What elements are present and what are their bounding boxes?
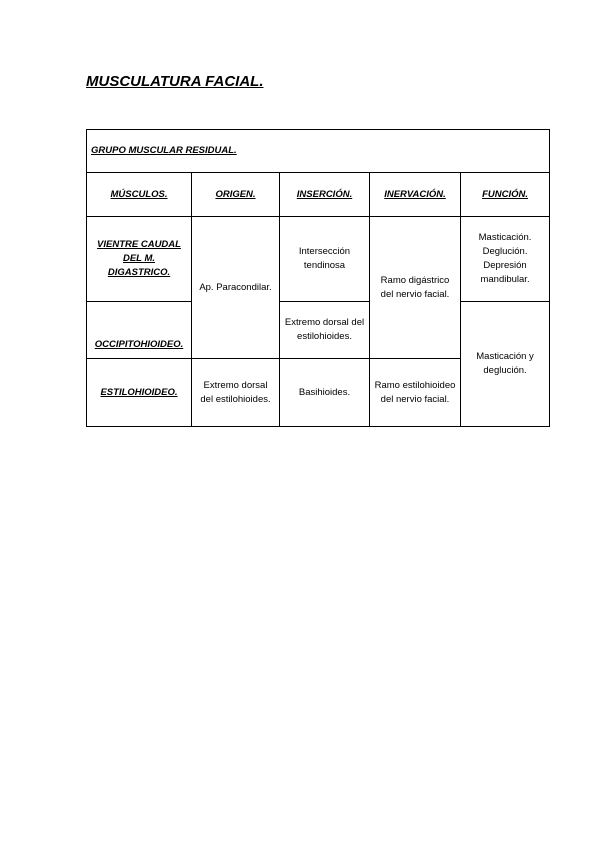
function-digastrico: Masticación. Deglución. Depresión mandibular. bbox=[461, 217, 550, 302]
insertion-occipitohioideo: Extremo dorsal del estilohioides. bbox=[280, 302, 370, 359]
function-mastication-deglution: Masticación y deglución. bbox=[461, 302, 550, 427]
origin-estilohioideo: Extremo dorsal del estilohioides. bbox=[192, 359, 280, 427]
muscle-digastrico: VIENTRE CAUDAL DEL M. DIGASTRICO. bbox=[87, 217, 192, 302]
insertion-digastrico: Intersección tendinosa bbox=[280, 217, 370, 302]
origin-paracondilar: Ap. Paracondilar. bbox=[192, 217, 280, 359]
header-insertion: INSERCIÓN. bbox=[280, 173, 370, 217]
group-label: GRUPO MUSCULAR RESIDUAL. bbox=[87, 130, 550, 173]
musculature-table bbox=[86, 129, 550, 427]
innervation-estilohioideo: Ramo estilohioideo del nervio facial. bbox=[370, 359, 461, 427]
innervation-digastrico: Ramo digástrico del nervio facial. bbox=[370, 217, 461, 359]
muscle-occipitohioideo: OCCIPITOHIOIDEO. bbox=[87, 302, 192, 359]
insertion-estilohioideo: Basihioides. bbox=[280, 359, 370, 427]
header-function: FUNCIÓN. bbox=[461, 173, 550, 217]
group-row bbox=[87, 130, 550, 173]
table-row bbox=[87, 217, 550, 302]
header-innervation: INERVACIÓN. bbox=[370, 173, 461, 217]
header-row bbox=[87, 173, 550, 217]
header-muscles: MÚSCULOS. bbox=[87, 173, 192, 217]
table-row bbox=[87, 302, 550, 359]
page-title: MUSCULATURA FACIAL. bbox=[86, 73, 264, 90]
header-origin: ORIGEN. bbox=[192, 173, 280, 217]
muscle-estilohioideo: ESTILOHIOIDEO. bbox=[87, 359, 192, 427]
